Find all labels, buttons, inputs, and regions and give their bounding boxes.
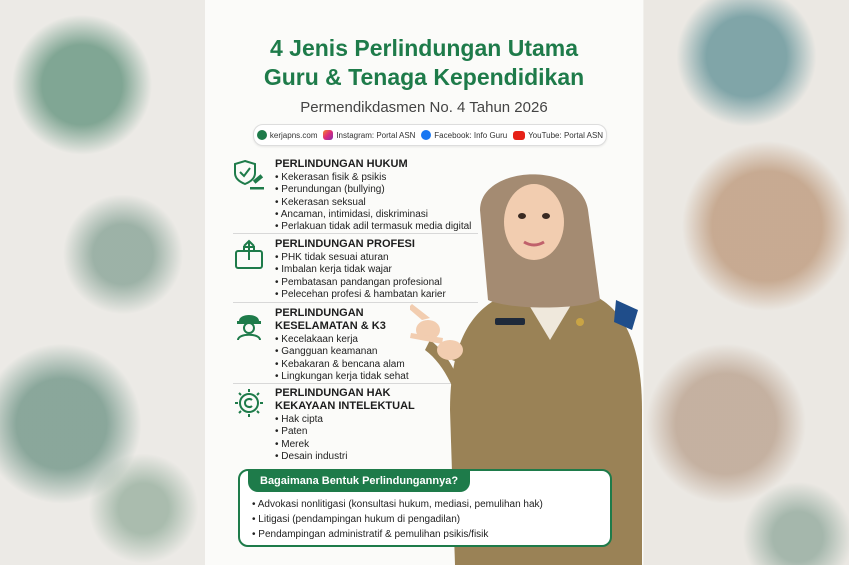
list-item: • Kecelakaan kerja [275, 334, 515, 346]
list-item: • Litigasi (pendampingan hukum di pengadilan) [252, 512, 543, 527]
list-item: • Kebakaran & bencana alam [275, 359, 515, 371]
blurred-background-right [644, 0, 849, 565]
list-item: • Paten [275, 426, 515, 438]
social-instagram[interactable]: Instagram: Portal ASN [323, 130, 415, 140]
blurred-background-left [0, 0, 205, 565]
list-item: • Gangguan keamanan [275, 346, 515, 358]
instagram-icon [323, 130, 333, 140]
list-item: • Lingkungan kerja tidak sehat [275, 371, 515, 383]
worker-helmet-icon [233, 307, 267, 341]
poster-title [205, 34, 643, 92]
help-title: Bagaimana Bentuk Perlindungannya? [248, 470, 470, 492]
title-line-2: Guru & Tenaga Kependidikan [263, 64, 585, 90]
list-item: • Imbalan kerja tidak wajar [275, 264, 515, 276]
social-youtube[interactable]: YouTube: Portal ASN [513, 131, 603, 140]
list-item: • Hak cipta [275, 414, 515, 426]
list-item: • Advokasi nonlitigasi (konsultasi hukum, mediasi, pemulihan hak) [252, 497, 543, 512]
social-web[interactable]: kerjapns.com [257, 130, 318, 140]
list-item: • Perundungan (bullying) [275, 184, 515, 196]
facebook-icon [421, 130, 431, 140]
section-heading: PERLINDUNGAN HUKUM [275, 158, 408, 170]
list-item: • PHK tidak sesuai aturan [275, 252, 515, 264]
copyright-icon [233, 387, 267, 421]
youtube-icon [513, 131, 525, 140]
list-item: • Merek [275, 439, 515, 451]
list-item: • Desain industri [275, 451, 515, 463]
section-heading: PERLINDUNGAN PROFESI [275, 238, 415, 250]
list-item: • Pembatasan pandangan profesional [275, 277, 515, 289]
section-heading: PERLINDUNGAN HAK KEKAYAAN INTELEKTUAL [275, 387, 415, 412]
social-facebook[interactable]: Facebook: Info Guru [421, 130, 507, 140]
list-item: • Pendampingan administratif & pemulihan psikis/fisik [252, 527, 543, 542]
legal-shield-icon [233, 158, 267, 192]
social-links-bar [253, 124, 607, 146]
list-item: • Pelecehan profesi & hambatan karier [275, 289, 515, 301]
list-item: • Kekerasan fisik & psikis [275, 172, 515, 184]
list-item: • Kekerasan seksual [275, 197, 515, 209]
infographic-poster [205, 0, 643, 565]
briefcase-icon [233, 238, 267, 272]
section-heading: PERLINDUNGAN KESELAMATAN & K3 [275, 307, 386, 332]
help-box [238, 469, 612, 547]
list-item: • Ancaman, intimidasi, diskriminasi [275, 209, 515, 221]
poster-subtitle: Permendikdasmen No. 4 Tahun 2026 [300, 99, 548, 116]
title-line-1: 4 Jenis Perlindungan Utama [269, 35, 579, 61]
list-item: • Perlakuan tidak adil termasuk media digital [275, 221, 515, 233]
globe-icon [257, 130, 267, 140]
